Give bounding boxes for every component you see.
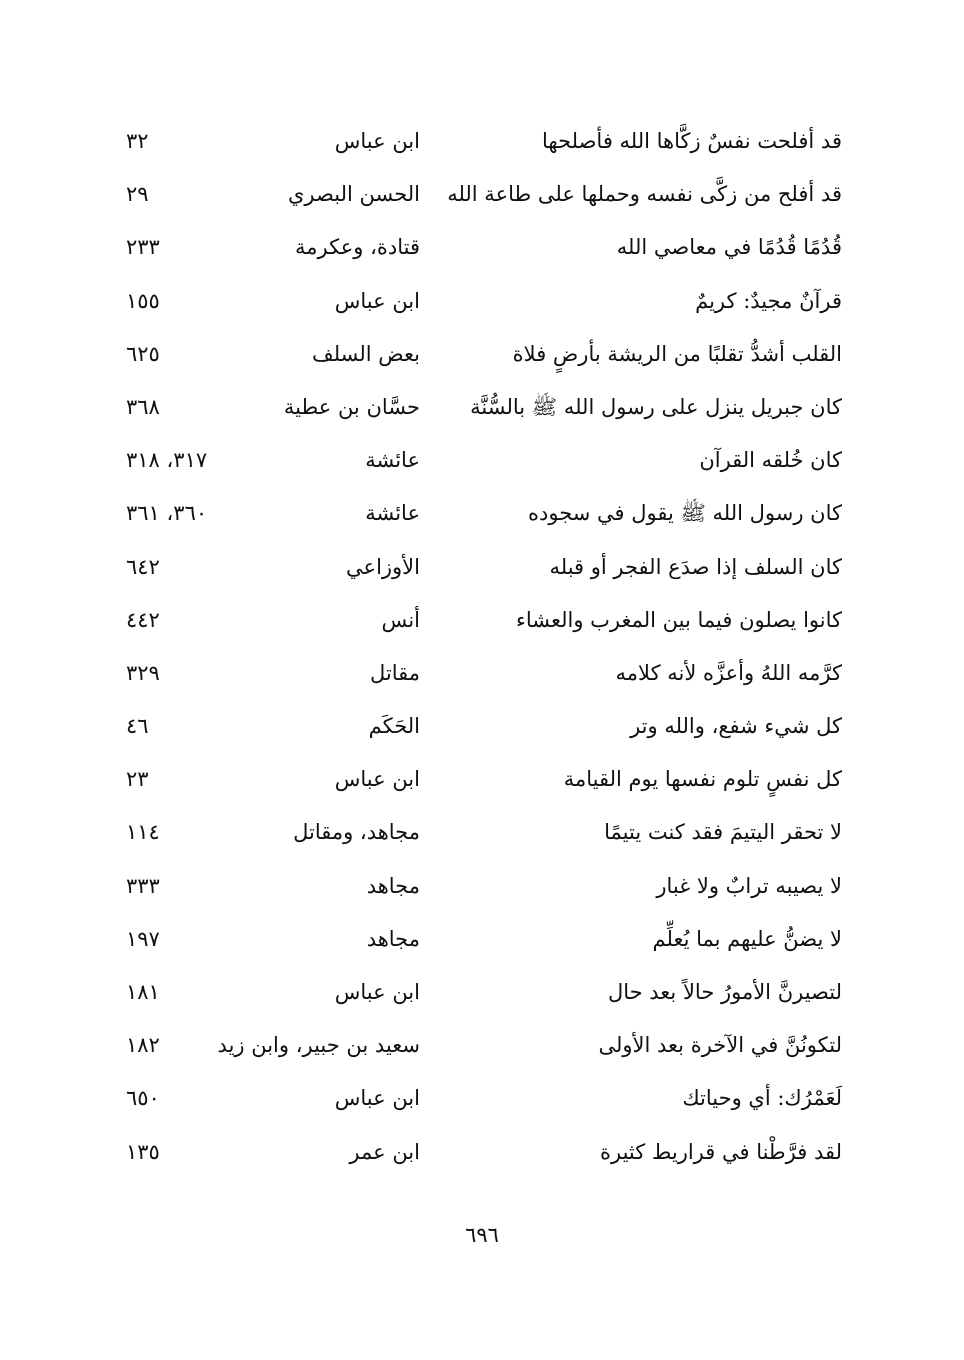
narrator: عائشة	[365, 501, 420, 526]
index-table	[0, 116, 964, 1180]
table-row	[0, 169, 964, 222]
table-row	[0, 382, 964, 435]
narrator: سعيد بن جبير، وابن زيد	[217, 1033, 420, 1058]
page-reference: ٣٢	[126, 129, 149, 153]
table-row	[0, 116, 964, 169]
page-reference: ١٨٢	[126, 1033, 160, 1058]
page-reference: ٣٦٠، ٣٦١	[126, 501, 208, 526]
athar-text: لقد فرَّطْنا في قراريط كثيرة	[599, 1139, 842, 1164]
athar-text: كرَّمه اللهُ وأعزَّه لأنه كلامه	[615, 660, 842, 685]
athar-text: كانوا يصلون فيما بين المغرب والعشاء	[515, 607, 842, 632]
table-row	[0, 435, 964, 488]
athar-text: لتصيرنَّ الأمورُ حالاً بعد حال	[607, 980, 842, 1004]
page-reference: ٣٢٩	[126, 660, 160, 685]
athar-text: كل شيء شفع، والله وتر	[630, 714, 842, 739]
page-reference: ٢٩	[126, 182, 149, 207]
athar-text: قُدُمًا قُدُمًا في معاصي الله	[616, 235, 842, 260]
narrator: ابن عباس	[334, 129, 420, 153]
narrator: أنس	[381, 607, 420, 632]
page-reference: ٦٢٥	[126, 341, 160, 366]
page-reference: ٤٦	[126, 714, 149, 739]
athar-text: لتكونُنَّ في الآخرة بعد الأولى	[598, 1033, 842, 1058]
table-row	[0, 861, 964, 914]
athar-text: لا يضنُّ عليهم بما يُعلِّم	[652, 926, 842, 951]
page-reference: ١٩٧	[126, 926, 160, 951]
table-row	[0, 754, 964, 807]
table-row	[0, 807, 964, 860]
table-row	[0, 914, 964, 967]
page-reference: ٢٣٣	[126, 235, 160, 260]
narrator: مجاهد	[366, 873, 420, 898]
table-row	[0, 1127, 964, 1180]
page-reference: ٤٤٢	[126, 607, 160, 632]
narrator: مقاتل	[369, 660, 420, 685]
athar-text: كان السلف إذا صدَع الفجر أو قبله	[549, 554, 842, 579]
table-row	[0, 701, 964, 754]
athar-text: قد أفلحت نفسٌ زكَّاها الله فأصلحها	[542, 129, 842, 153]
athar-text: قد أفلح من زكَّى نفسه وحملها على طاعة الله	[447, 182, 842, 207]
table-row	[0, 595, 964, 648]
page-reference: ٢٣	[126, 767, 149, 792]
table-row	[0, 329, 964, 382]
narrator: عائشة	[365, 448, 420, 473]
page-reference: ٦٤٢	[126, 554, 160, 579]
narrator: ابن عباس	[334, 1086, 420, 1111]
narrator: الحَكَم	[368, 714, 420, 739]
page-reference: ٦٥٠	[126, 1086, 160, 1111]
narrator: مجاهد، ومقاتل	[293, 820, 420, 845]
table-row	[0, 276, 964, 329]
narrator: مجاهد	[366, 926, 420, 951]
narrator: ابن عباس	[334, 980, 420, 1004]
athar-text: كان رسول الله ﷺ يقول في سجوده	[528, 501, 842, 526]
page-reference: ١١٤	[126, 820, 160, 845]
narrator: بعض السلف	[311, 341, 420, 366]
page-reference: ٣١٧، ٣١٨	[126, 448, 208, 473]
page-reference: ٣٣٣	[126, 873, 160, 898]
table-row	[0, 222, 964, 275]
athar-text: كان جبريل ينزل على رسول الله ﷺ بالسُّنَّة	[470, 394, 842, 419]
athar-text: كان خُلقه القرآن	[699, 448, 842, 473]
page-reference: ٣٦٨	[126, 394, 160, 419]
narrator: قتادة، وعكرمة	[295, 235, 420, 260]
table-row	[0, 1073, 964, 1126]
narrator: الحسن البصري	[288, 182, 420, 207]
table-row	[0, 1020, 964, 1073]
athar-text: لا يصيبه ترابٌ ولا غبار	[656, 873, 842, 898]
athar-text: القلب أشدُّ تقلبًا من الريشة بأرضٍ فلاة	[512, 341, 842, 366]
table-row	[0, 488, 964, 541]
athar-text: قرآنٌ مجيدٌ: كريمٌ	[695, 288, 842, 313]
narrator: ابن عباس	[334, 288, 420, 313]
table-row	[0, 967, 964, 1020]
narrator: ابن عمر	[349, 1139, 420, 1164]
page-number: ٦٩٦	[465, 1223, 499, 1247]
athar-text: لا تحقر اليتيمَ فقد كنت يتيمًا	[604, 820, 842, 845]
narrator: ابن عباس	[334, 767, 420, 792]
narrator: الأوزاعي	[346, 554, 420, 579]
athar-text: لَعَمْرُك: أي وحياتك	[682, 1086, 842, 1111]
table-row	[0, 542, 964, 595]
table-row	[0, 648, 964, 701]
page-reference: ١٥٥	[126, 288, 160, 313]
narrator: حسَّان بن عطية	[283, 394, 420, 419]
page-reference: ١٨١	[126, 980, 160, 1004]
page-reference: ١٣٥	[126, 1139, 160, 1164]
athar-text: كل نفسٍ تلوم نفسها يوم القيامة	[563, 767, 842, 792]
